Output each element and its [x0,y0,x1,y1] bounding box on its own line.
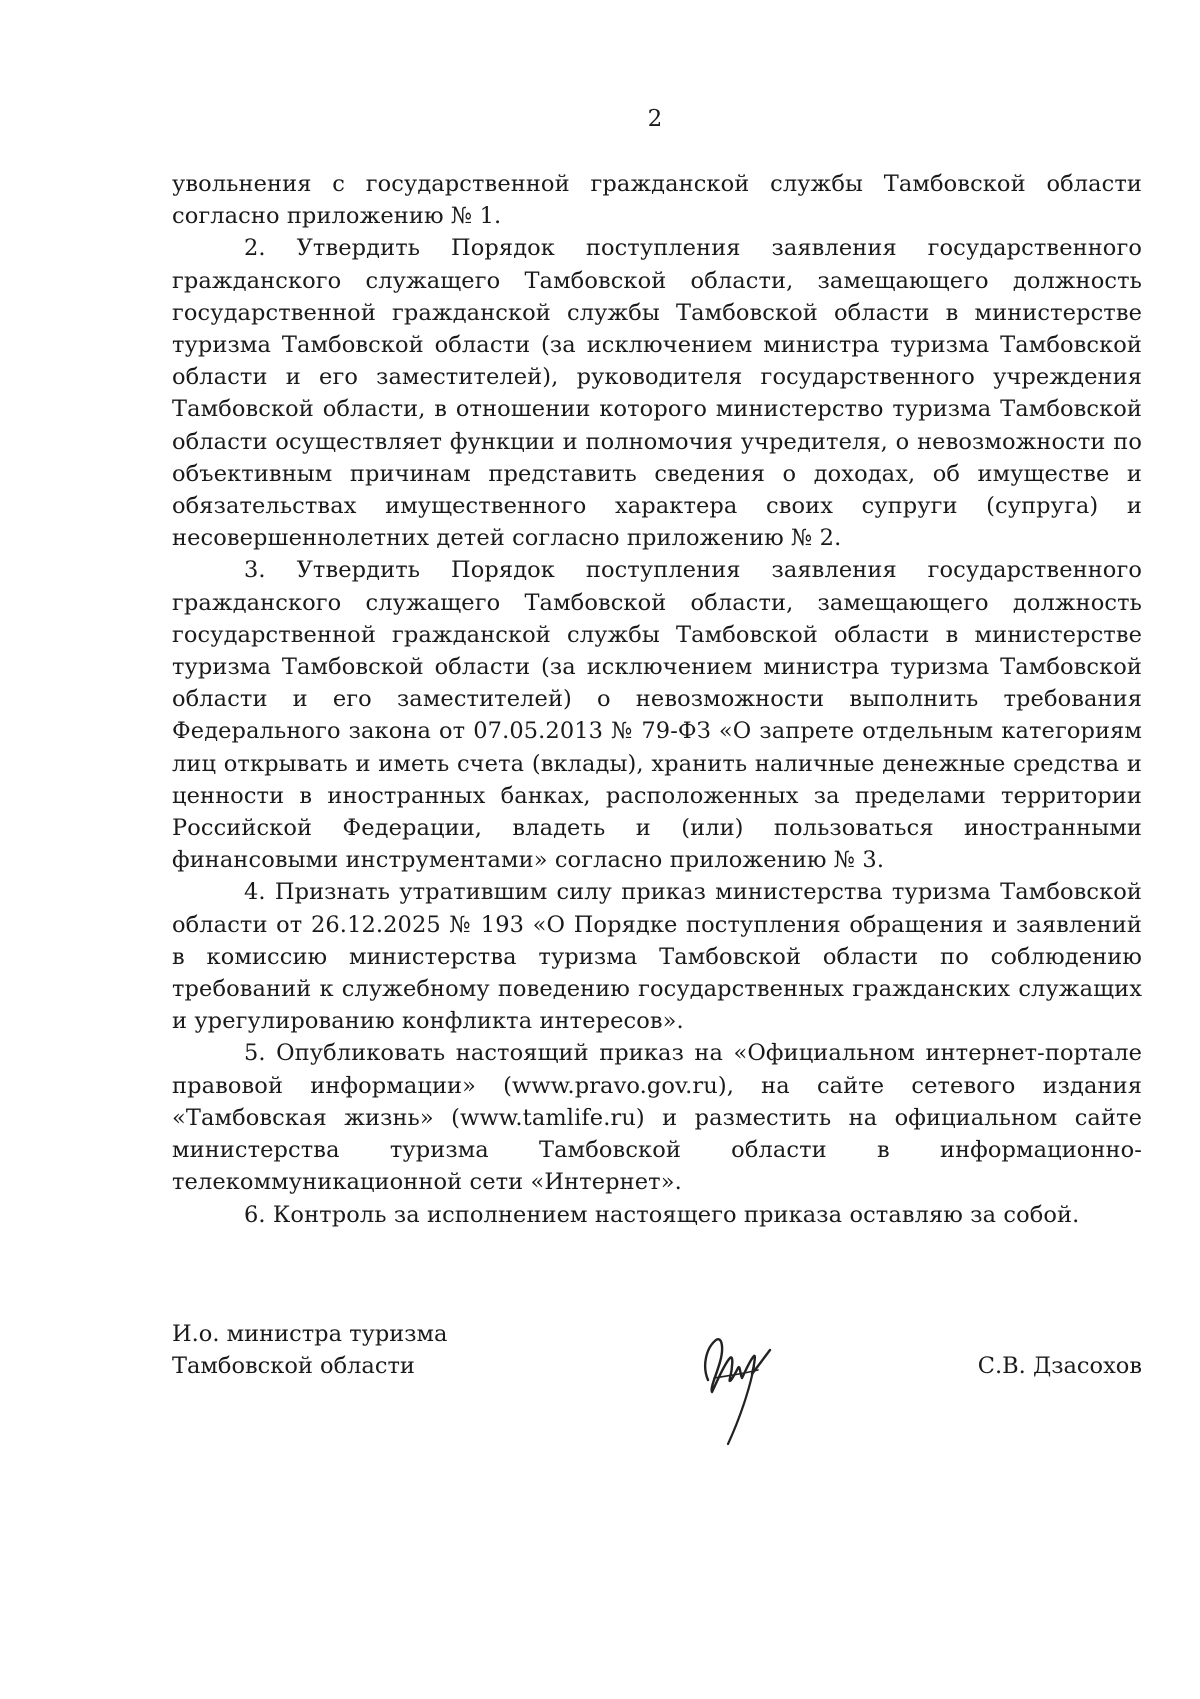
handwritten-signature-icon [696,1318,786,1458]
signature-block [172,1318,1142,1438]
page-number: 2 [647,106,663,132]
signer-title [172,1318,447,1382]
document-body [172,168,1142,1231]
signer-name: С.В. Дзасохов [977,1353,1142,1379]
signer-title-line-1: И.о. министра туризма [172,1321,448,1347]
signer-title-line-2: Тамбовской области [172,1353,415,1379]
paragraph-item-3: 3. Утвердить Порядок поступления заявления государственного гражданского служащего Тамбовской области, замещающего должность государственной гражданской службы Тамбовской области в министерстве туризма Тамбовской области (за исключением министра туризма Тамбовской области и его заместителей) о невозможности выполнить требования Федерального закона от 07.05.2013 № 79-ФЗ «О запрете отдельным категориям лиц открывать и иметь счета (вклады), хранить наличные денежные средства и ценности в иностранных банках, расположенных за пределами территории Российской Федерации, владеть и (или) пользоваться иностранными финансовыми инструментами» согласно приложению № 3. [172,557,1142,874]
paragraph-continuation: увольнения с государственной гражданской службы Тамбовской области согласно приложению № 1. [172,171,1142,230]
paragraph-item-6: 6. Контроль за исполнением настоящего приказа оставляю за собой. [244,1201,1080,1228]
paragraph-item-2: 2. Утвердить Порядок поступления заявления государственного гражданского служащего Тамбовской области, замещающего должность государственной гражданской службы Тамбовской области в министерстве туризма Тамбовской области (за исключением министра туризма Тамбовской области и его заместителей), руководителя государственного учреждения Тамбовской области, в отношении которого министерство туризма Тамбовской области осуществляет функции и полномочия учредителя, о невозможности по объективным причинам представить сведения о доходах, об имуществе и обязательствах имущественного характера своих супруги (супруга) и несовершеннолетних детей согласно приложению № 2. [172,235,1142,552]
paragraph-item-5: 5. Опубликовать настоящий приказ на «Официальном интернет-портале правовой информации» (www.pravo.gov.ru), на сайте сетевого издания «Тамбовская жизнь» (www.tamlife.ru) и разместить на официальном сайте министерства туризма Тамбовской области в информационно-телекоммуникационной сети «Интернет». [172,1040,1142,1196]
paragraph-item-4: 4. Признать утратившим силу приказ министерства туризма Тамбовской области от 26.12.2025 № 193 «О Порядке поступления обращения и заявлений в комиссию министерства туризма Тамбовской области по соблюдению требований к служебному поведению государственных гражданских служащих и урегулированию конфликта интересов». [172,879,1142,1035]
